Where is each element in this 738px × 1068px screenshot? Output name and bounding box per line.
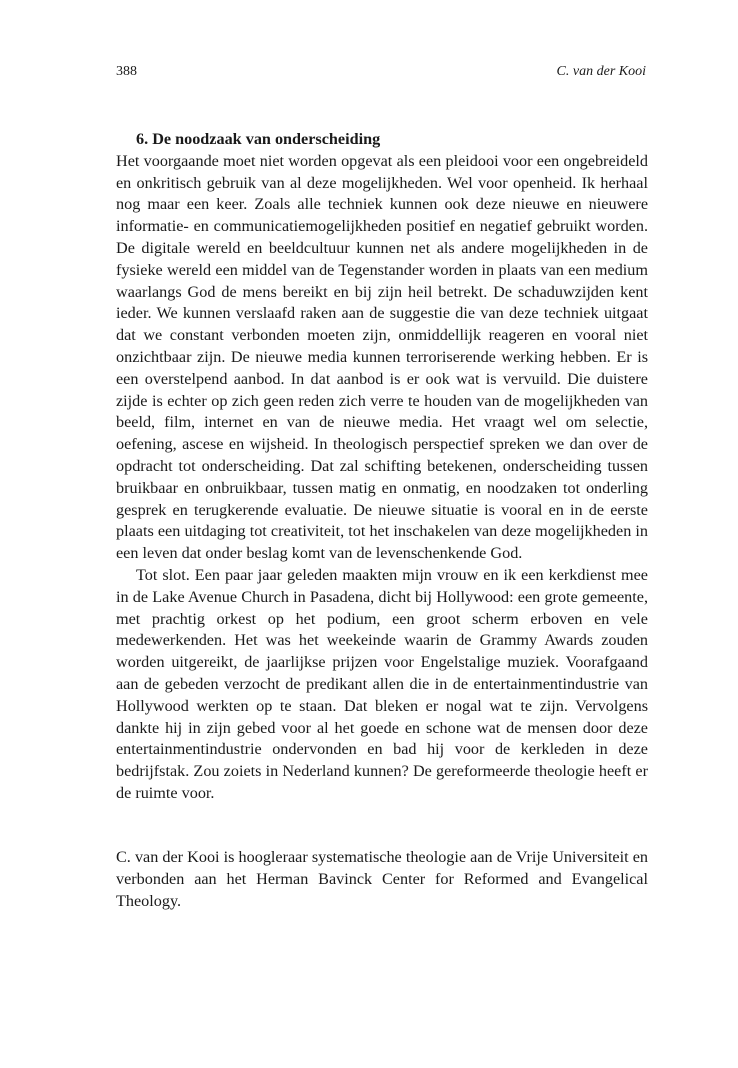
running-head: C. van der Kooi [556,64,646,79]
paragraph-2: Tot slot. Een paar jaar geleden maakten mijn vrouw en ik een kerkdienst mee in de Lake Avenue Church in Pasadena, dicht bij Hollywood: een grote gemeente, met prachtig orkest op het podium, een groot scherm erboven en vele medewerkenden. Het was het weekeinde waarin de Grammy Awards zouden worden uitgereikt, de jaarlijkse prijzen voor Engelstalige muziek. Voorafgaand aan de gebeden verzocht de predikant allen die in de entertainmentindustrie van Hollywood werkten op te staan. Dat bleken er nogal wat te zijn. Vervolgens dankte hij in zijn gebed voor al het goede en schone wat de mensen door deze entertainmentindustrie ondervonden en bad hij voor de kerkleden in deze bedrijfstak. Zou zoiets in Nederland kunnen? De gereformeerde theologie heeft er de ruimte voor. [116,565,648,802]
page-number: 388 [116,64,137,79]
section-heading: 6. De noodzaak van onderscheiding [136,130,381,148]
author-note: C. van der Kooi is hoogleraar systematische theologie aan de Vrije Universiteit en verbonden aan het Herman Bavinck Center for Reformed and Evangelical Theology. [116,848,648,910]
paragraph-1: Het voorgaande moet niet worden opgevat als een pleidooi voor een ongebreideld en onkritisch gebruik van al deze mogelijkheden. Wel voor openheid. Ik herhaal nog maar een keer. Zoals alle techniek kunnen ook deze nieuwe en nieuwere informatie- en communicatiemogelijkheden positief en negatief gebruikt worden. De digitale wereld en beeldcultuur kunnen net als andere mogelijkheden in de fysieke wereld een middel van de Tegenstander worden in plaats van een medium waarlangs God de mens bereikt en bij zijn heil betrekt. De schaduwzijden kent ieder. We kunnen verslaafd raken aan de suggestie die van deze techniek uitgaat dat we constant verbonden moeten zijn, onmiddellijk reageren en vooral niet onzichtbaar zijn. De nieuwe media kunnen terroriserende werking hebben. Er is een overstelpend aanbod. In dat aanbod is er ook wat is vervuild. Die duistere zijde is echter op zich geen reden zich verre te houden van de mogelijkheden van beeld, film, internet en van de nieuwe media. Het vraagt wel om selectie, oefening, ascese en wijsheid. In theologisch perspectief spreken we dan over de opdracht tot onderscheiding. Dat zal schifting betekenen, onderscheiding tussen bruikbaar en onbruikbaar, tussen matig en onmatig, en noodzaken tot onderling gesprek en terugkerende evaluatie. De nieuwe situatie is vooral en in de eerste plaats een uitdaging tot creativiteit, tot het inschakelen van deze mogelijkheden in een leven dat onder beslag komt van de levenschenkende God. [116,151,648,563]
section-body [116,129,648,805]
page-header [116,64,646,84]
